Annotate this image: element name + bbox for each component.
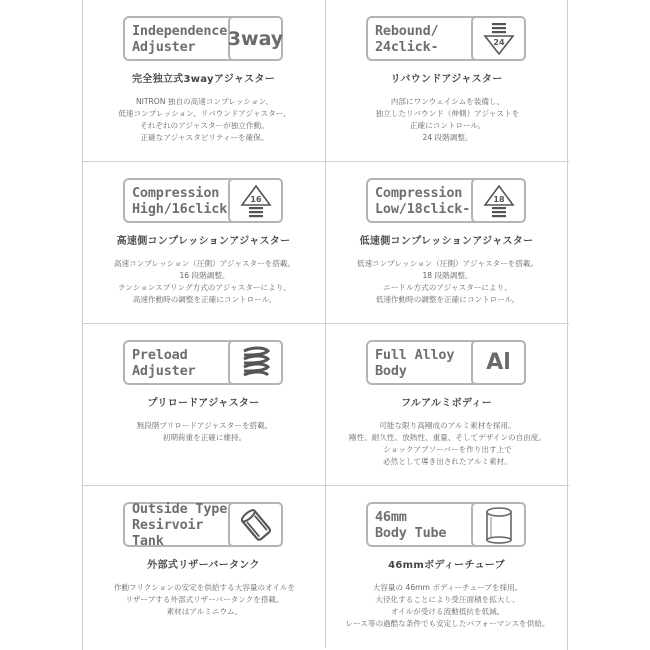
description-line: テンションスプリング方式のアジャスターにより、 [118, 283, 291, 292]
description-line: 素材はアルミニウム。 [166, 607, 243, 616]
feature-title: 低速側コンプレッションアジャスター [359, 236, 534, 247]
al-icon [471, 340, 526, 385]
3way-icon [228, 16, 283, 61]
feature-cell-reservoir-tank [83, 486, 326, 648]
reservoir-tank-icon [228, 502, 283, 547]
badge-name [368, 342, 471, 383]
description-line: 18 段階調整。 [422, 271, 473, 280]
badge-name [125, 342, 228, 383]
badge-name [125, 180, 228, 221]
badge-name [368, 504, 471, 545]
spring-icon [228, 340, 283, 385]
feature-title: 外部式リザーバータンク [147, 560, 260, 571]
feature-description [330, 582, 565, 630]
badge-name [368, 180, 471, 221]
description-line: 初期荷重を正確に維持。 [162, 433, 247, 442]
body-tube-icon [471, 502, 526, 547]
feature-title: 高速側コンプレッションアジャスター [116, 236, 291, 247]
feature-title: 46mmボディーチューブ [388, 560, 505, 571]
description-line: 高速作動時の調整を正確にコントロール。 [132, 295, 277, 304]
rebound-down-arrow-icon [471, 16, 526, 61]
description-line: 剛性、耐久性、放熱性、重量、そしてデザインの自由度。 [349, 433, 546, 442]
feature-cell-independence-adjuster [83, 0, 326, 162]
icon-text: 3way [227, 27, 284, 50]
description-line: 低速作動時の調整を正確にコントロール。 [375, 295, 520, 304]
description-line: 低速コンプレッション、リバウンドアジャスター、 [118, 109, 291, 118]
badge-name-line: Resirvoir Tank [132, 516, 204, 549]
badge-name-line: 24click- [375, 38, 439, 55]
feature-grid [82, 0, 568, 650]
description-line: ニードル方式のアジャスターにより、 [383, 283, 512, 292]
feature-badge [123, 178, 283, 223]
badge-name [125, 18, 228, 59]
feature-description [87, 420, 322, 444]
description-line: 高速コンプレッション（圧側）アジャスターを搭載。 [113, 259, 296, 268]
icon-text: 18 [492, 194, 505, 204]
description-line: 正確なアジャスタビリティーを確保。 [140, 133, 269, 142]
feature-badge [123, 16, 283, 61]
description-line: 大径化することにより受圧面積を拡大し、 [375, 595, 520, 604]
description-line: それぞれのアジャスターが独立作動。 [140, 121, 269, 130]
feature-cell-compression-low [326, 162, 569, 324]
feature-title: フルアルミボディー [400, 398, 493, 409]
feature-cell-preload [83, 324, 326, 486]
badge-name-line: Independence [132, 22, 228, 39]
feature-title: 完全独立式3wayアジャスター [131, 74, 276, 85]
badge-name-line: 46mm [375, 508, 407, 525]
feature-badge [366, 16, 526, 61]
badge-name-line: Rebound/ [375, 22, 439, 39]
badge-name-line: Body Tube [375, 524, 447, 541]
icon-text: 16 [249, 194, 262, 204]
feature-description [330, 96, 565, 144]
feature-description [87, 582, 322, 618]
description-line: 低速コンプレッション（圧側）アジャスターを搭載。 [356, 259, 539, 268]
description-line: 独立したリバウンド（伸側）アジャストを [375, 109, 520, 118]
description-line: 大容量の 46mm ボディーチューブを採用。 [372, 583, 523, 592]
description-line: 作動フリクションの安定を供給する大容量のオイルを [113, 583, 296, 592]
description-line: オイルが受ける流動抵抗を低減。 [390, 607, 505, 616]
badge-name-line: Preload [132, 346, 188, 363]
description-line: NITRON 独自の高速コンプレッション、 [135, 97, 274, 106]
description-line: リザーブする外部式リザーバータンクを搭載。 [125, 595, 284, 604]
badge-name-line: Adjuster [132, 362, 196, 379]
feature-title: プリロードアジャスター [147, 398, 260, 409]
feature-description [330, 420, 565, 468]
badge-name [125, 500, 228, 549]
badge-name-line: Low/18click- [375, 200, 471, 217]
badge-name-line: Adjuster [132, 38, 196, 55]
description-line: 正確にコントロール。 [409, 121, 486, 130]
badge-name-line: High/16click [132, 200, 228, 217]
icon-text: 24 [492, 37, 505, 47]
badge-name-line: Compression [375, 184, 463, 201]
compression-up-arrow-icon [228, 178, 283, 223]
feature-title: リバウンドアジャスター [390, 74, 503, 85]
icon-text: Al [486, 350, 511, 375]
feature-badge [366, 178, 526, 223]
compression-up-arrow-icon [471, 178, 526, 223]
description-line: 内部にワンウェイシムを装備し、 [390, 97, 505, 106]
feature-description [330, 258, 565, 306]
description-line: 必然として導き出されたアルミ素材。 [383, 457, 512, 466]
feature-badge [123, 340, 283, 385]
feature-badge [123, 502, 283, 547]
badge-name-line: Body [375, 362, 407, 379]
feature-cell-compression-high [83, 162, 326, 324]
feature-badge [366, 502, 526, 547]
badge-name-line: Full Alloy [375, 346, 455, 363]
badge-name-line: Compression [132, 184, 220, 201]
description-line: ショックアブソーバーを作り出す上で [383, 445, 512, 454]
badge-name [368, 18, 471, 59]
description-line: 24 段階調整。 [422, 133, 473, 142]
feature-description [87, 96, 322, 144]
feature-cell-body-tube [326, 486, 569, 648]
description-line: 無段階プリロードアジャスターを搭載。 [136, 421, 273, 430]
feature-cell-rebound [326, 0, 569, 162]
feature-cell-full-alloy-body [326, 324, 569, 486]
badge-name-line: Outside Type [132, 500, 228, 517]
feature-description [87, 258, 322, 306]
description-line: レース等の過酷な条件でも安定したパフォーマンスを供給。 [345, 619, 550, 628]
feature-badge [366, 340, 526, 385]
description-line: 可能な限り高剛成のアルミ素材を採用。 [379, 421, 516, 430]
description-line: 16 段階調整。 [179, 271, 230, 280]
